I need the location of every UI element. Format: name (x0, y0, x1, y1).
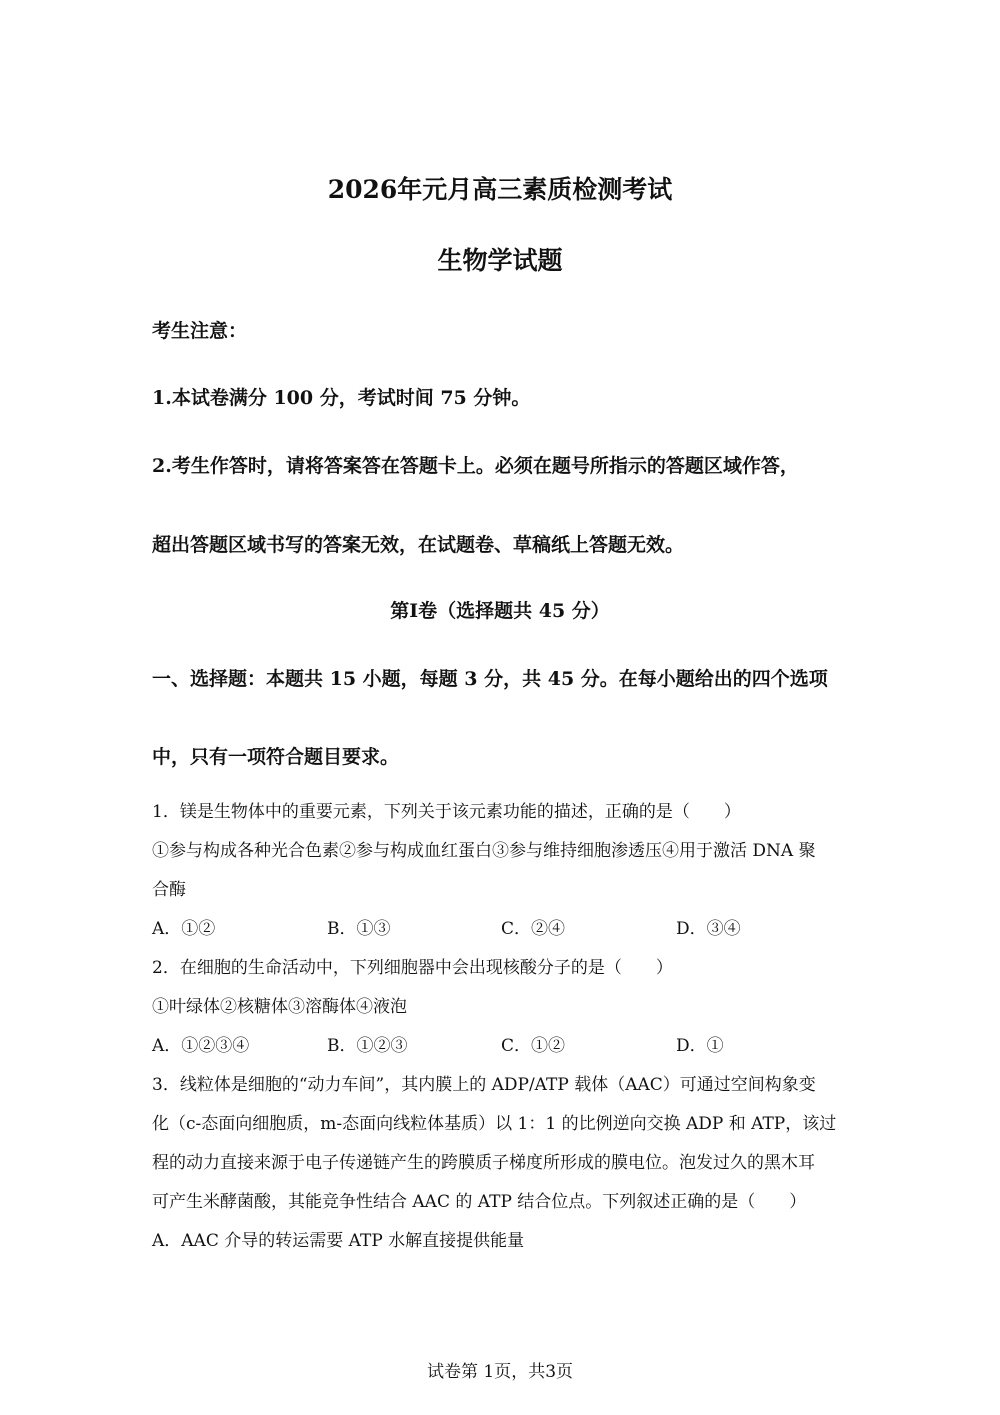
question-2-option-c: C．①② (501, 1036, 566, 1056)
question-1-option-b: B．①③ (327, 919, 391, 939)
question-1-items-line-2: 合酶 (152, 880, 186, 900)
question-2-stem: 2．在细胞的生命活动中，下列细胞器中会出现核酸分子的是（ ） (152, 958, 673, 978)
question-2-option-a: A．①②③④ (152, 1036, 250, 1056)
question-3-line-3: 程的动力直接来源于电子传递链产生的跨膜质子梯度所形成的膜电位。泡发过久的黑木耳 (152, 1153, 815, 1173)
question-1-option-a: A．①② (152, 919, 216, 939)
question-1-items-line-1: ①参与构成各种光合色素②参与构成血红蛋白③参与维持细胞渗透压④用于激活 DNA 聚 (152, 841, 816, 861)
notice-item-2-line-2: 超出答题区域书写的答案无效，在试题卷、草稿纸上答题无效。 (152, 534, 685, 556)
question-1-stem: 1．镁是生物体中的重要元素，下列关于该元素功能的描述，正确的是（ ） (152, 802, 741, 822)
question-2-option-d: D．① (676, 1036, 724, 1056)
page-footer: 试卷第 1页，共3页 (426, 1362, 574, 1382)
exam-title: 2026年元月高三素质检测考试 (327, 175, 673, 204)
question-3-option-a: A．AAC 介导的转运需要 ATP 水解直接提供能量 (152, 1231, 525, 1251)
notice-item-1: 1.本试卷满分 100 分，考试时间 75 分钟。 (152, 387, 531, 409)
volume-title: 第Ⅰ卷（选择题共 45 分） (390, 600, 610, 622)
section-instruction-line-2: 中，只有一项符合题目要求。 (152, 746, 400, 768)
section-instruction-line-1: 一、选择题：本题共 15 小题，每题 3 分，共 45 分。在每小题给出的四个选项 (152, 668, 828, 690)
notice-item-2-line-1: 2.考生作答时，请将答案答在答题卡上。必须在题号所指示的答题区域作答， (152, 455, 799, 477)
question-3-line-1: 3．线粒体是细胞的“动力车间”，其内膜上的 ADP/ATP 载体（AAC）可通过空间构象变 (152, 1075, 816, 1095)
exam-subject: 生物学试题 (437, 246, 563, 275)
question-1-option-d: D．③④ (676, 919, 741, 939)
question-2-items-line-1: ①叶绿体②核糖体③溶酶体④液泡 (152, 997, 407, 1017)
question-3-line-4: 可产生米酵菌酸，其能竞争性结合 AAC 的 ATP 结合位点。下列叙述正确的是（ ） (152, 1192, 807, 1212)
question-2-option-b: B．①②③ (327, 1036, 408, 1056)
notice-heading: 考生注意： (152, 320, 248, 342)
question-1-option-c: C．②④ (501, 919, 566, 939)
question-3-line-2: 化（c-态面向细胞质，m-态面向线粒体基质）以 1：1 的比例逆向交换 ADP 和 ATP，该过 (152, 1114, 837, 1134)
